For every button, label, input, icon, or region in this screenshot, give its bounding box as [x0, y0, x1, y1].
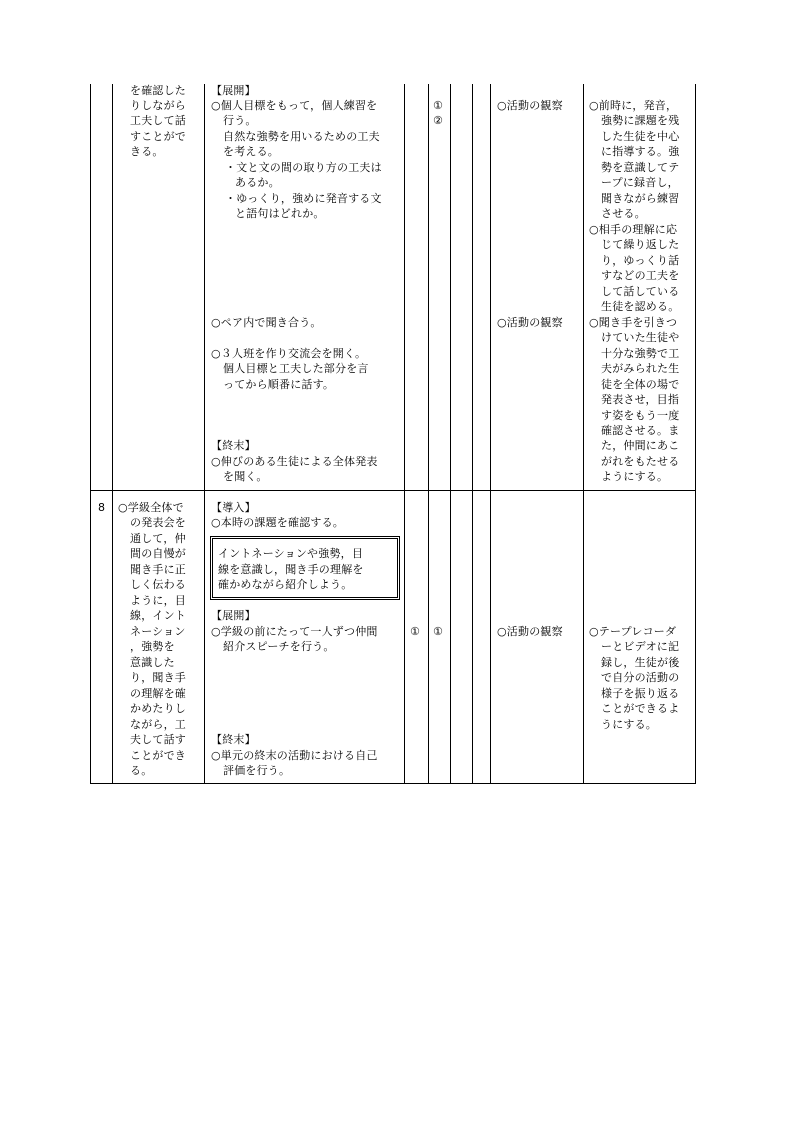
row8-goal-line: の理解を確	[130, 687, 186, 700]
support-line: た，仲間にあこ	[601, 439, 680, 452]
heading-shumatsu: 【終末】	[211, 733, 256, 746]
support-line: うにする。	[601, 718, 657, 731]
support-line: ○前時に，発音，	[589, 99, 678, 112]
support-line: ープに録音し，	[601, 176, 679, 189]
row7-goal-line: 工夫して話	[130, 114, 186, 127]
support-line: 夫がみられた生	[601, 362, 680, 375]
support-line: がれをもたせる	[601, 455, 680, 468]
activity-item: ってから順番に話す。	[223, 378, 335, 391]
lesson-task-line: イントネーションや強勢，目	[218, 547, 364, 560]
row8-goal-line: 間の自慢が	[130, 547, 186, 560]
row8-goal-line: 意識した	[130, 656, 175, 669]
row8-goal-line: 通して，仲	[130, 532, 186, 545]
evaluation-method: ○活動の観察	[497, 625, 563, 638]
viewpoint-mark: ①	[433, 99, 444, 112]
evaluation-method: ○活動の観察	[497, 99, 563, 112]
support-line: ようにする。	[601, 470, 669, 483]
heading-tenkai: 【展開】	[211, 84, 256, 97]
support-line: した生徒を中心	[601, 130, 680, 143]
row8-goal-line: ネーション	[130, 625, 186, 638]
viewpoint-mark: ①	[410, 625, 421, 638]
activity-subitem: あるか。	[235, 176, 280, 189]
support-line: 様子を振り返る	[601, 687, 680, 700]
table-line-right	[695, 84, 696, 784]
support-line: して話している	[601, 285, 680, 298]
row8-goal-line: 夫して話す	[130, 733, 186, 746]
activity-item: ○伸びのある生徒による全体発表	[211, 455, 378, 468]
row8-goal-line: ことができ	[130, 749, 186, 762]
row7-goal-line: すことがで	[130, 130, 186, 143]
activity-item: ○ペア内で聞き合う。	[211, 316, 322, 329]
row8-goal-line: り，聞き手	[130, 671, 186, 684]
activity-item: を考える。	[223, 145, 279, 158]
support-line: ことができるよ	[601, 702, 680, 715]
activity-item: 自然な強勢を用いるための工夫	[223, 130, 380, 143]
support-line: で自分の活動の	[601, 671, 680, 684]
support-line: 徒を全体の場で	[601, 378, 680, 391]
row8-goal-line: かめたりし	[130, 702, 186, 715]
support-line: すなどの工夫を	[601, 269, 680, 282]
support-line: ーとビデオに記	[601, 640, 680, 653]
support-line: 聞きながら練習	[601, 192, 680, 205]
row8-goal-line: る。	[130, 764, 153, 777]
row8-goal-line: ○学級全体で	[118, 501, 184, 514]
table-line-col5	[450, 84, 451, 784]
viewpoint-mark: ②	[433, 114, 444, 127]
row8-goal-line: ，強勢を	[130, 640, 175, 653]
row7-goal-line: を確認した	[130, 84, 186, 97]
support-line: ○テープレコーダ	[589, 625, 677, 638]
activity-item: を聞く。	[223, 470, 268, 483]
table-line-col8	[583, 84, 584, 784]
row-divider	[90, 490, 696, 491]
heading-tenkai: 【展開】	[211, 609, 256, 622]
support-line: に指導する。強	[601, 145, 680, 158]
heading-dounyu: 【導入】	[211, 501, 256, 514]
support-line: させる。	[601, 207, 646, 220]
table-line-col6	[472, 84, 473, 784]
support-line: 勢を意識してテ	[601, 161, 680, 174]
activity-item: ○個人目標をもって，個人練習を	[211, 99, 378, 112]
activity-item: 個人目標と工夫した部分を言	[223, 362, 369, 375]
support-line: ○相手の理解に応	[589, 223, 678, 236]
support-line: けていた生徒や	[601, 331, 680, 344]
evaluation-method: ○活動の観察	[497, 316, 563, 329]
table-line-col2	[204, 84, 205, 784]
support-line: 十分な強勢で工	[601, 347, 680, 360]
lesson-number: 8	[98, 501, 106, 514]
table-bottom-line	[90, 783, 696, 784]
row8-goal-line: 線，イント	[130, 609, 186, 622]
row8-goal-line: ながら，工	[130, 718, 186, 731]
table-line-left	[90, 84, 91, 784]
activity-item: ○学級の前にたって一人ずつ仲間	[211, 625, 378, 638]
row7-goal-line: りしながら	[130, 99, 186, 112]
row8-goal-line: ように，目	[130, 594, 186, 607]
row8-goal-line: しく伝わる	[130, 578, 186, 591]
row7-goal-line: きる。	[130, 145, 164, 158]
heading-shumatsu: 【終末】	[211, 439, 256, 452]
support-line: 確認させる。ま	[601, 424, 680, 437]
activity-item: ○本時の課題を確認する。	[211, 516, 344, 529]
table-line-col7	[490, 84, 491, 784]
support-line: 録し，生徒が後	[601, 656, 680, 669]
table-line-col3	[404, 84, 405, 784]
support-line: り，ゆっくり話	[601, 254, 680, 267]
activity-subitem: ・文と文の間の取り方の工夫は	[225, 161, 382, 174]
viewpoint-mark: ①	[433, 625, 444, 638]
support-line: 生徒を認める。	[601, 300, 680, 313]
support-line: じて繰り返した	[601, 238, 680, 251]
support-line: ○聞き手を引きつ	[589, 316, 678, 329]
activity-item: ○単元の終末の活動における自己	[211, 749, 378, 762]
row8-goal-line: の発表会を	[130, 516, 186, 529]
activity-item: 評価を行う。	[223, 764, 291, 777]
lesson-task-line: 線を意識し，聞き手の理解を	[218, 563, 364, 576]
support-line: す姿をもう一度	[601, 409, 680, 422]
activity-item: 紹介スピーチを行う。	[223, 640, 335, 653]
table-line-col1	[112, 84, 113, 784]
activity-subitem: と語句はどれか。	[235, 207, 325, 220]
activity-item: 行う。	[223, 114, 257, 127]
support-line: 強勢に課題を残	[601, 114, 680, 127]
activity-item: ○３人班を作り交流会を開く。	[211, 347, 367, 360]
support-line: 発表させ，目指	[601, 393, 680, 406]
lesson-task-line: 確かめながら紹介しよう。	[218, 578, 353, 591]
table-line-col4	[428, 84, 429, 784]
activity-subitem: ・ゆっくり，強めに発音する文	[225, 192, 382, 205]
row8-goal-line: 聞き手に正	[130, 563, 186, 576]
